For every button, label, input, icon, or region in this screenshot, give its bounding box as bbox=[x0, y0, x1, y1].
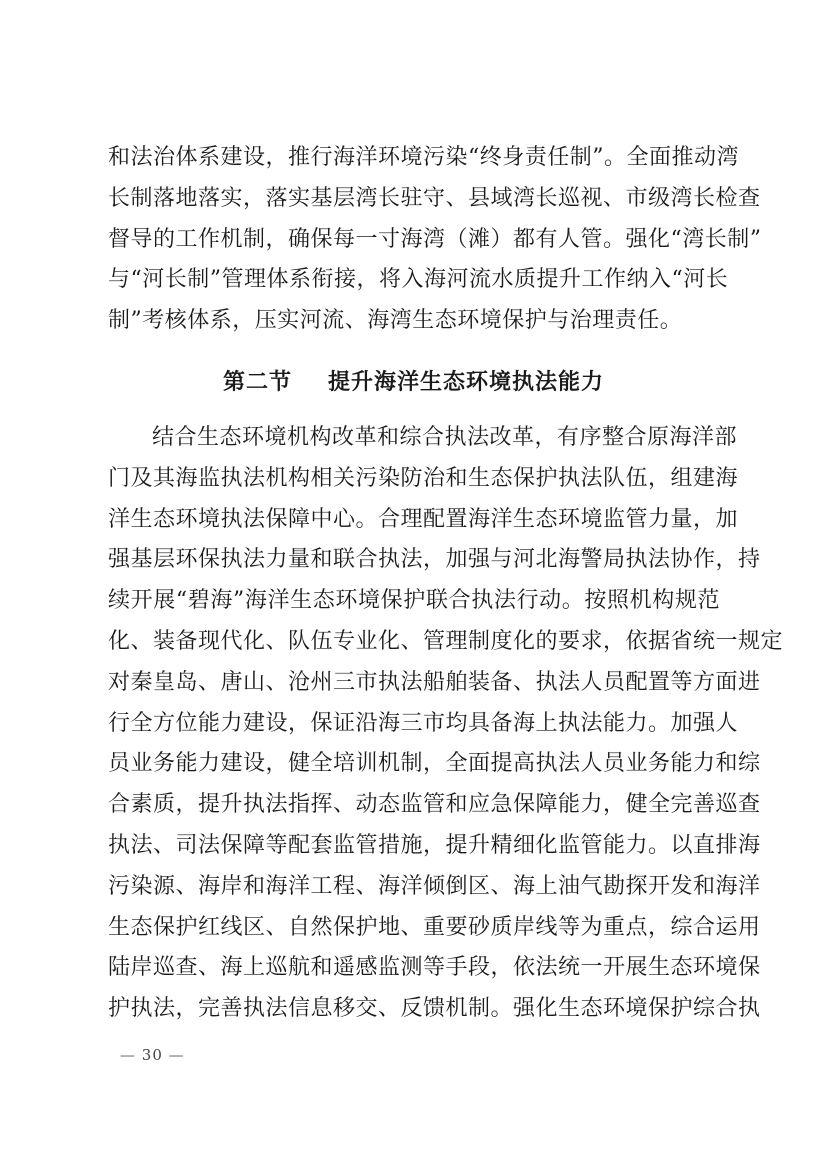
text-line: 强基层环保执法力量和联合执法，加强与河北海警局执法协作，持 bbox=[108, 547, 761, 573]
text-line: 洋生态环境执法保障中心。合理配置海洋生态环境监管力量，加 bbox=[108, 506, 739, 532]
text-line: 陆岸巡查、海上巡航和遥感监测等手段，依法统一开展生态环境保 bbox=[108, 955, 761, 981]
text-line: 化、装备现代化、队伍专业化、管理制度化的要求，依据省统一规定 bbox=[108, 628, 784, 654]
page-number: 30 bbox=[141, 1046, 163, 1064]
text-line: 与“河长制”管理体系衔接，将入海河流水质提升工作纳入“河长 bbox=[108, 267, 729, 293]
page-footer bbox=[120, 1046, 185, 1064]
text-line: 续开展“碧海”海洋生态环境保护联合执法行动。按照机构规范 bbox=[108, 588, 720, 614]
text-line: 督导的工作机制，确保每一寸海湾（滩）都有人管。强化“湾长制” bbox=[108, 226, 762, 252]
section-heading bbox=[0, 362, 827, 402]
paragraph-2 bbox=[108, 418, 784, 1030]
text-line: 行全方位能力建设，保证沿海三市均具备海上执法能力。加强人 bbox=[108, 710, 739, 736]
text-line: 污染源、海岸和海洋工程、海洋倾倒区、海上油气勘探开发和海洋 bbox=[108, 873, 761, 899]
footer-dash-right: — bbox=[168, 1046, 185, 1064]
text-line: 合素质，提升执法指挥、动态监管和应急保障能力，健全完善巡查 bbox=[108, 792, 761, 818]
text-line: 护执法，完善执法信息移交、反馈机制。强化生态环境保护综合执 bbox=[108, 996, 761, 1022]
section-title: 提升海洋生态环境执法能力 bbox=[328, 369, 605, 395]
text-line: 门及其海监执法机构相关污染防治和生态保护执法队伍，组建海 bbox=[108, 465, 739, 491]
text-line: 制”考核体系，压实河流、海湾生态环境保护与治理责任。 bbox=[108, 308, 683, 334]
paragraph-1 bbox=[108, 138, 762, 342]
text-line: 员业务能力建设，健全培训机制，全面提高执法人员业务能力和综 bbox=[108, 751, 761, 777]
text-line: 长制落地落实，落实基层湾长驻守、县域湾长巡视、市级湾长检查 bbox=[108, 185, 761, 211]
text-line: 执法、司法保障等配套监管措施，提升精细化监管能力。以直排海 bbox=[108, 832, 761, 858]
text-line: 和法治体系建设，推行海洋环境污染“终身责任制”。全面推动湾 bbox=[108, 145, 739, 170]
text-line: 对秦皇岛、唐山、沧州三市执法船舶装备、执法人员配置等方面进 bbox=[108, 669, 761, 695]
text-line: 结合生态环境机构改革和综合执法改革，有序整合原海洋部 bbox=[152, 425, 738, 450]
text-line: 生态保护红线区、自然保护地、重要砂质岸线等为重点，综合运用 bbox=[108, 914, 761, 940]
section-number: 第二节 bbox=[222, 369, 292, 395]
footer-dash-left: — bbox=[120, 1046, 136, 1064]
